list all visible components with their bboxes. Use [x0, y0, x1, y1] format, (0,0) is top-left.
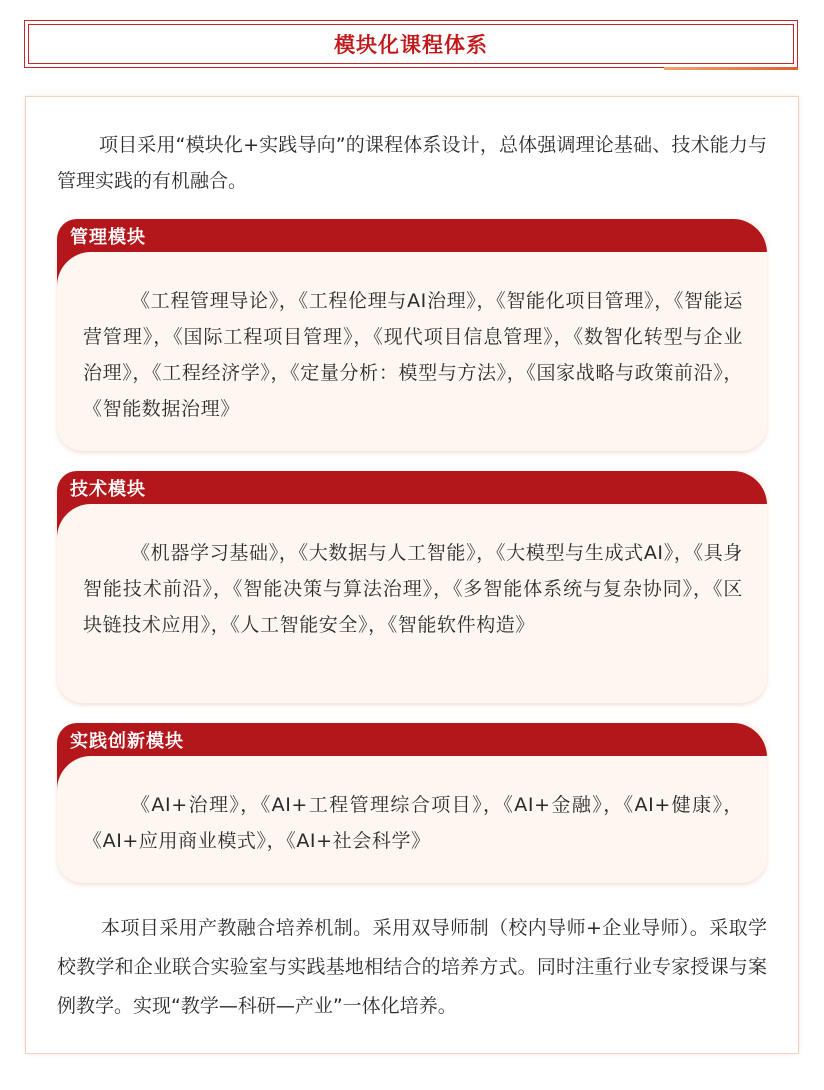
module-title: 技术模块	[70, 479, 146, 500]
module-card	[57, 471, 767, 703]
module-header	[57, 471, 767, 505]
module-header	[57, 219, 767, 253]
module-courses: 《工程管理导论》，《工程伦理与AI治理》，《智能化项目管理》，《智能运营管理》，《国际工程项目管理》，《现代项目信息管理》，《数智化转型与企业治理》，《工程经济学》，《定量分析：模型与方法》，《国家战略与政策前沿》，《智能数据治理》	[83, 290, 743, 420]
outro-paragraph: 本项目采用产教融合培养机制。采用双导师制（校内导师+企业导师）。采取学校教学和企业联合实验室与实践基地相结合的培养方式。同时注重行业专家授课与案例教学。实现“教学—科研—产业”一体化培养。	[57, 917, 767, 1017]
module-title: 管理模块	[70, 227, 146, 248]
module-card-practice	[57, 723, 767, 883]
module-courses: 《AI+治理》，《AI+工程管理综合项目》，《AI+金融》，《AI+健康》，《AI+应用商业模式》，《AI+社会科学》	[83, 794, 743, 852]
intro-paragraph: 项目采用“模块化+实践导向”的课程体系设计，总体强调理论基础、技术能力与管理实践的有机融合。	[57, 134, 767, 192]
title-accent-bar	[664, 67, 798, 70]
module-card	[57, 219, 767, 451]
section-title-inner	[28, 24, 794, 64]
module-card-technology	[57, 471, 767, 703]
section-title: 模块化课程体系	[334, 33, 488, 57]
section-title-frame	[24, 20, 798, 68]
module-card	[57, 723, 767, 883]
module-title: 实践创新模块	[70, 731, 184, 752]
module-courses: 《机器学习基础》，《大数据与人工智能》，《大模型与生成式AI》，《具身智能技术前沿》，《智能决策与算法治理》，《多智能体系统与复杂协同》，《区块链技术应用》，《人工智能安全》，《智能软件构造》	[83, 542, 743, 636]
module-card-management	[57, 219, 767, 451]
